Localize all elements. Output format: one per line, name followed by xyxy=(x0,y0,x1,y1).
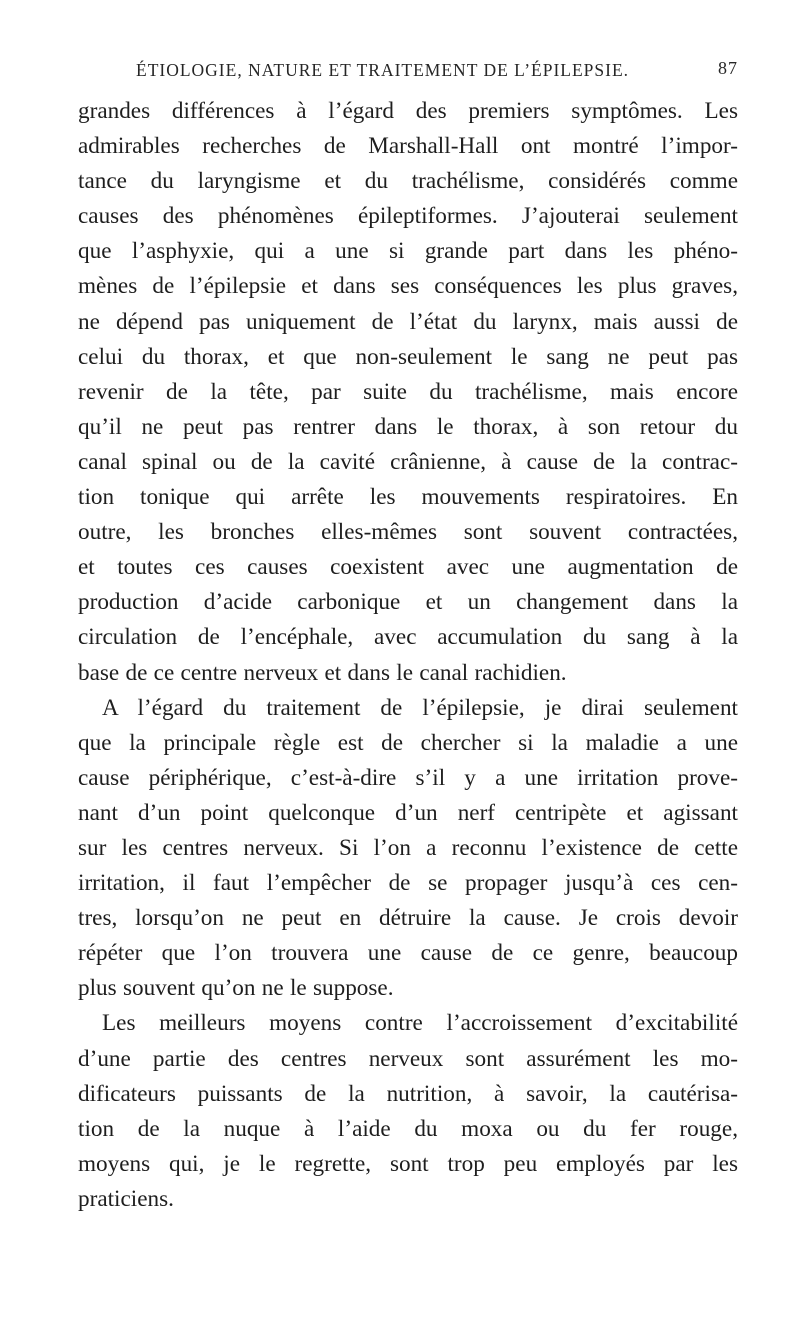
text-line: tance du laryngisme et du trachélisme, considérés comme xyxy=(78,168,738,195)
text-line: production d’acide carbonique et un changement dans la xyxy=(78,589,738,616)
text-line: circulation de l’encéphale, avec accumulation du sang à la xyxy=(78,624,738,651)
text-line: que l’asphyxie, qui a une si grande part dans les phéno- xyxy=(78,238,738,265)
text-line: qu’il ne peut pas rentrer dans le thorax, à son retour du xyxy=(78,413,738,440)
text-line: ne dépend pas uniquement de l’état du larynx, mais aussi de xyxy=(78,308,738,335)
paragraph xyxy=(78,94,738,691)
text-line: irritation, il faut l’empêcher de se propager jusqu’à ces cen- xyxy=(78,870,738,897)
paragraph xyxy=(78,691,738,1007)
text-line: base de ce centre nerveux et dans le canal rachidien. xyxy=(78,659,567,686)
body-text xyxy=(78,94,738,1217)
text-line: dificateurs puissants de la nutrition, à savoir, la cautérisa- xyxy=(78,1080,738,1107)
book-page xyxy=(78,50,738,1217)
running-head-title: ÉTIOLOGIE, NATURE ET TRAITEMENT DE L’ÉPILEPSIE. xyxy=(136,60,630,80)
text-line: et toutes ces causes coexistent avec une augmentation de xyxy=(78,554,738,581)
text-line: Les meilleurs moyens contre l’accroissement d’excitabilité xyxy=(102,1010,738,1037)
page-number: 87 xyxy=(718,58,738,78)
text-line: celui du thorax, et que non-seulement le sang ne peut pas xyxy=(78,343,738,370)
text-line: praticiens. xyxy=(78,1185,174,1212)
text-line: outre, les bronches elles-mêmes sont souvent contractées, xyxy=(78,519,738,546)
text-line: admirables recherches de Marshall-Hall ont montré l’impor- xyxy=(78,133,738,160)
text-line: plus souvent qu’on ne le suppose. xyxy=(78,975,394,1002)
text-line: grandes différences à l’égard des premiers symptômes. Les xyxy=(78,98,738,124)
text-line: répéter que l’on trouvera une cause de ce genre, beaucoup xyxy=(78,940,738,967)
text-line: nant d’un point quelconque d’un nerf centripète et agissant xyxy=(78,799,738,826)
text-line: mènes de l’épilepsie et dans ses conséquences les plus graves, xyxy=(78,273,738,300)
text-line: cause périphérique, c’est-à-dire s’il y a une irritation prove- xyxy=(78,764,738,791)
text-line: tion tonique qui arrête les mouvements respiratoires. En xyxy=(78,484,738,511)
text-line: causes des phénomènes épileptiformes. J’ajouterai seulement xyxy=(78,203,738,230)
running-head xyxy=(78,50,738,84)
text-line: d’une partie des centres nerveux sont assurément les mo- xyxy=(78,1045,738,1072)
text-line: que la principale règle est de chercher si la maladie a une xyxy=(78,729,738,756)
text-line: canal spinal ou de la cavité crânienne, à cause de la contrac- xyxy=(78,448,738,475)
text-line: sur les centres nerveux. Si l’on a reconnu l’existence de cette xyxy=(78,834,738,861)
text-line: tres, lorsqu’on ne peut en détruire la cause. Je crois devoir xyxy=(78,905,738,932)
text-line: A l’égard du traitement de l’épilepsie, je dirai seulement xyxy=(102,694,738,721)
text-line: tion de la nuque à l’aide du moxa ou du fer rouge, xyxy=(78,1115,738,1142)
paragraph xyxy=(78,1006,738,1217)
text-line: revenir de la tête, par suite du trachélisme, mais encore xyxy=(78,378,738,405)
text-line: moyens qui, je le regrette, sont trop peu employés par les xyxy=(78,1150,738,1177)
